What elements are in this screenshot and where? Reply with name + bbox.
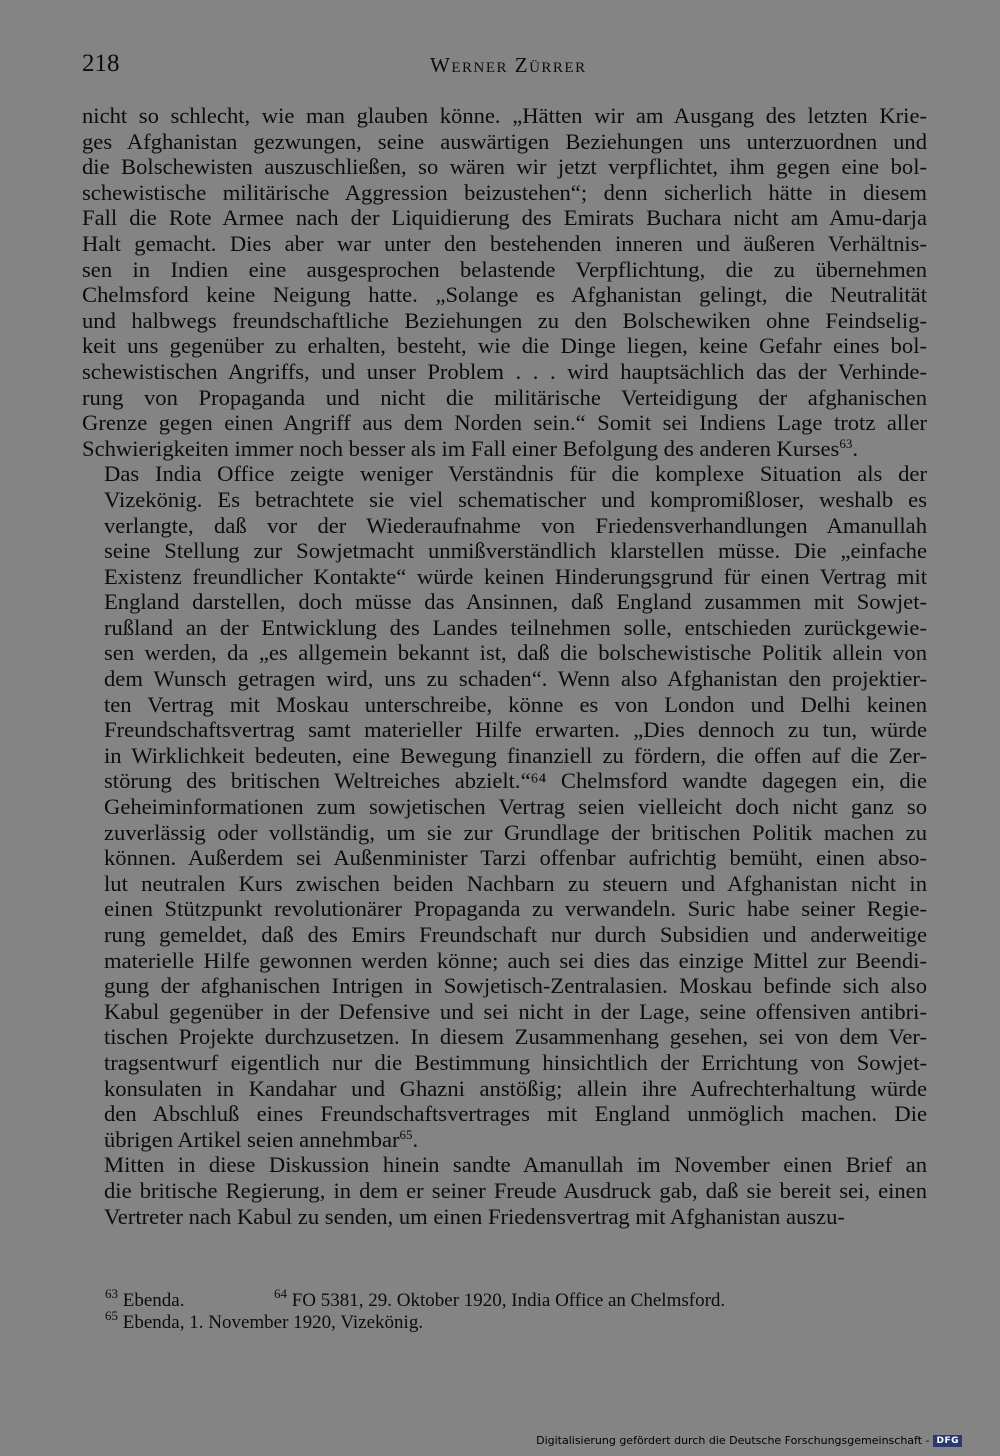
text-line: tragsentwurf eigentlich nur die Bestimmung hinsichtlich der Errichtung von Sowjet- bbox=[104, 1049, 927, 1075]
text-line: störung des britischen Weltreiches abzielt.“⁶⁴ Chelmsford wandte dagegen ein, die bbox=[104, 768, 927, 794]
text-line: Geheiminformationen zum sowjetischen Vertrag seien vielleicht doch nicht ganz so bbox=[104, 794, 927, 820]
running-head: Werner Zürrer bbox=[430, 53, 587, 77]
digitization-credit bbox=[536, 1434, 962, 1447]
footnotes bbox=[105, 1286, 925, 1334]
text-line: zuverlässig oder vollständig, um sie zur Grundlage der britischen Politik machen zu bbox=[104, 819, 927, 845]
footnote-row-1 bbox=[105, 1286, 925, 1312]
text-line: lut neutralen Kurs zwischen beiden Nachbarn zu steuern und Afghanistan nicht in bbox=[104, 870, 927, 896]
text-line: den Abschluß eines Freundschaftsvertrages mit England unmöglich machen. Die bbox=[104, 1101, 927, 1127]
text-line: rung von Propaganda und nicht die militärische Verteidigung der afghanischen bbox=[82, 384, 927, 410]
text-line: schewistischen Angriffs, und unser Problem . . . wird hauptsächlich das der Verhinde- bbox=[82, 358, 927, 384]
text-line: sen werden, da „es allgemein bekannt ist, daß die bolschewistische Politik allein von bbox=[104, 640, 927, 666]
footnote-ref: 65 bbox=[399, 1126, 413, 1142]
text-line: Chelmsford keine Neigung hatte. „Solange es Afghanistan gelingt, die Neutralität bbox=[82, 282, 927, 308]
text-line: sen in Indien eine ausgesprochen belastende Verpflichtung, die zu übernehmen bbox=[82, 256, 927, 282]
text-line: in Wirklichkeit bedeuten, eine Bewegung finanziell zu fördern, die offen auf die Zer- bbox=[104, 742, 927, 768]
footnote-text: FO 5381, 29. Oktober 1920, India Office an Chelmsford. bbox=[291, 1290, 726, 1311]
text-line: nicht so schlecht, wie man glauben könne. „Hätten wir am Ausgang des letzten Krie- bbox=[82, 103, 927, 128]
credit-text: Digitalisierung gefördert durch die Deutsche Forschungsgemeinschaft - bbox=[536, 1434, 930, 1447]
text-line: einen Stützpunkt revolutionärer Propaganda zu verwandeln. Suric habe seiner Regie- bbox=[104, 896, 927, 922]
text-line: rußland an der Entwicklung des Landes teilnehmen solle, entschieden zurückgewie- bbox=[104, 614, 927, 640]
footnote-number: 64 bbox=[273, 1286, 287, 1301]
text-line: dem Wunsch getragen wird, uns zu schaden“. Wenn also Afghanistan den projektier- bbox=[104, 666, 927, 692]
footnote-row-2 bbox=[105, 1308, 925, 1334]
footnote-ref: 63 bbox=[839, 435, 853, 451]
text-line: übrigen Artikel seien annehmbar$^{65}$. bbox=[104, 1126, 419, 1152]
text-line: ten Vertrag mit Moskau unterschreibe, könne es von London und Delhi keinen bbox=[104, 691, 927, 717]
text-line: die Bolschewisten auszuschließen, so wären wir jetzt verpflichtet, ihm gegen eine bol- bbox=[82, 154, 927, 180]
body-text bbox=[82, 103, 927, 1229]
footnote-number: 63 bbox=[105, 1286, 118, 1301]
text-line: Vertreter nach Kabul zu senden, um einen Friedensvertrag mit Afghanistan auszu- bbox=[104, 1203, 845, 1229]
text-line: Schwierigkeiten immer noch besser als im Fall einer Befolgung des anderen Kurses$^{63}$. bbox=[82, 435, 858, 461]
text-line: Fall die Rote Armee nach der Liquidierung des Emirats Buchara nicht am Amu-darja bbox=[82, 205, 927, 231]
text-line: Freundschaftsvertrag samt materieller Hilfe erwarten. „Dies dennoch zu tun, würde bbox=[104, 717, 927, 743]
text-line: tischen Projekte durchzusetzen. In diesem Zusammenhang gesehen, sei von dem Ver- bbox=[104, 1024, 927, 1050]
text-line: Kabul gegenüber in der Defensive und sei nicht in der Lage, seine offensiven antibri- bbox=[104, 998, 927, 1024]
text-line: Existenz freundlicher Kontakte“ würde keinen Hinderungsgrund für einen Vertrag mit bbox=[104, 563, 927, 589]
text-line: die britische Regierung, in dem er seiner Freude Ausdruck gab, daß sie bereit sei, einen bbox=[104, 1177, 927, 1203]
text-line: verlangte, daß vor der Wiederaufnahme von Friedensverhandlungen Amanullah bbox=[104, 512, 927, 538]
footnote-number: 65 bbox=[105, 1308, 118, 1323]
text-line: materielle Hilfe gewonnen werden könne; auch sei dies das einzige Mittel zur Beendi- bbox=[104, 947, 927, 973]
text-line: ges Afghanistan gezwungen, seine auswärtigen Beziehungen uns unterzuordnen und bbox=[82, 128, 927, 154]
text-line: seine Stellung zur Sowjetmacht unmißverständlich klarstellen müsse. Die „einfache bbox=[104, 538, 927, 564]
footnote-text: Ebenda, 1. November 1920, Vizekönig. bbox=[122, 1312, 424, 1333]
paragraph-2 bbox=[82, 461, 927, 1152]
text-line: Mitten in diese Diskussion hinein sandte Amanullah im November einen Brief an bbox=[104, 1152, 927, 1178]
text-line: Das India Office zeigte weniger Verständnis für die komplexe Situation als der bbox=[104, 461, 927, 487]
text-line: rung gemeldet, daß des Emirs Freundschaft nur durch Subsidien und anderweitige bbox=[104, 922, 927, 947]
text-line: konsulaten in Kandahar und Ghazni anstößig; allein ihre Aufrechterhaltung würde bbox=[104, 1075, 927, 1101]
dfg-logo: DFG bbox=[933, 1435, 962, 1447]
text-line: gung der afghanischen Intrigen in Sowjetisch-Zentralasien. Moskau befinde sich also bbox=[104, 973, 927, 999]
page-number: 218 bbox=[82, 50, 120, 77]
paragraph-3 bbox=[82, 1152, 927, 1229]
text-line: können. Außerdem sei Außenminister Tarzi offenbar aufrichtig bemüht, einen abso- bbox=[104, 845, 927, 871]
text-line: Grenze gegen einen Angriff aus dem Norden sein.“ Somit sei Indiens Lage trotz aller bbox=[82, 410, 927, 436]
text-line: England darstellen, doch müsse das Ansinnen, daß England zusammen mit Sowjet- bbox=[104, 589, 927, 615]
text-line: Halt gemacht. Dies aber war unter den bestehenden inneren und äußeren Verhältnis- bbox=[82, 230, 927, 256]
text-line: keit uns gegenüber zu erhalten, besteht, wie die Dinge liegen, keine Gefahr eines bol- bbox=[82, 333, 927, 359]
paragraph-1 bbox=[82, 103, 927, 461]
text-line: schewistische militärische Aggression beizustehen“; denn sicherlich hätte in diesem bbox=[82, 179, 927, 205]
text-line: Vizekönig. Es betrachtete sie viel schematischer und kompromißloser, weshalb es bbox=[104, 486, 927, 512]
footnote-text: Ebenda. bbox=[122, 1290, 185, 1311]
text-line: und halbwegs freundschaftliche Beziehungen zu den Bolschewiken ohne Feindselig- bbox=[82, 307, 927, 333]
